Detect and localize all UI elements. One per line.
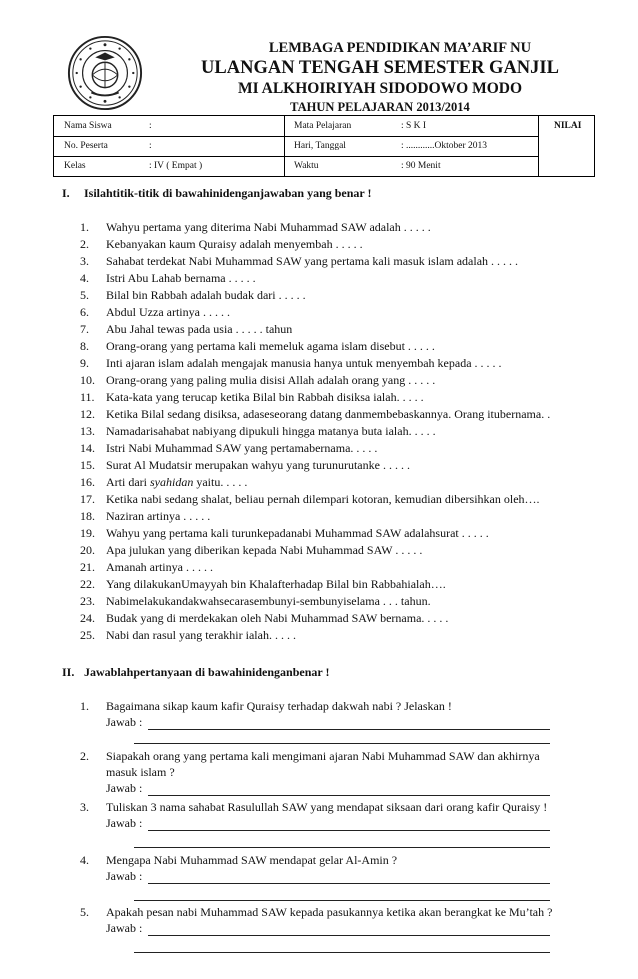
list-item: 6. Abdul Uzza artinya . . . . .	[80, 305, 230, 319]
hari-value[interactable]: : ............Oktober 2013	[401, 141, 488, 151]
hari-label: Hari, Tanggal	[294, 141, 346, 151]
answer-line[interactable]	[134, 900, 550, 901]
exam-title: ULANGAN TENGAH SEMESTER GANJIL	[201, 58, 559, 78]
school-name: MI ALKHOIRIYAH SIDODOWO MODO	[237, 80, 523, 97]
list-item: 24. Budak yang di merdekakan oleh Nabi Muhammad SAW bernama. . . . .	[80, 611, 449, 625]
nama-label: Nama Siswa	[64, 121, 112, 131]
kelas-value: : IV ( Empat )	[149, 161, 203, 171]
list-item: 4. Istri Abu Lahab bernama . . . . .	[80, 271, 256, 285]
list-item: 11. Kata-kata yang terucap ketika Bilal bin Rabbah disiksa ialah. . . . .	[80, 390, 424, 404]
section-2-title: Jawablahpertanyaan di bawahinidenganbenar !	[84, 665, 330, 679]
section-1-heading	[62, 186, 372, 201]
section-1-title: Isilahtitik-titik di bawahinidenganjawaban yang benar !	[84, 186, 372, 200]
student-info-table	[53, 115, 595, 177]
nama-value[interactable]: :	[149, 121, 152, 131]
list-item: 16. Arti dari syahidan yaitu. . . . .	[80, 475, 248, 489]
answer-line[interactable]	[148, 830, 550, 831]
nilai-label: NILAI	[554, 121, 582, 131]
essay-question-2: 2. Siapakah orang yang pertama kali mengimani ajaran Nabi Muhammad SAW dan akhirnya	[80, 749, 540, 763]
answer-line[interactable]	[148, 729, 550, 730]
answer-line[interactable]	[134, 743, 550, 744]
list-item: 10. Orang-orang yang paling mulia disisi Allah adalah orang yang . . . . .	[80, 373, 436, 387]
answer-line[interactable]	[148, 795, 550, 796]
list-item: 25. Nabi dan rasul yang terakhir ialah. . . . .	[80, 628, 296, 642]
list-item: 12. Ketika Bilal sedang disiksa, adaseseorang datang danmembebaskannya. Orang itubernama. .	[80, 407, 551, 421]
section-1-number: I.	[62, 186, 70, 200]
list-item: 8. Orang-orang yang pertama kali memeluk agama islam disebut . . . . .	[80, 339, 435, 353]
list-item: 21. Amanah artinya . . . . .	[80, 560, 213, 574]
italic-term: syahidan	[150, 475, 194, 489]
essay-question-4: 4. Mengapa Nabi Muhammad SAW mendapat gelar Al-Amin ?	[80, 853, 398, 867]
answer-line[interactable]	[134, 952, 550, 953]
list-item: 5. Bilal bin Rabbah adalah budak dari . . . . .	[80, 288, 306, 302]
answer-label: Jawab :	[106, 869, 143, 883]
section-2-heading	[62, 665, 330, 680]
kelas-label: Kelas	[64, 161, 86, 171]
waktu-label: Waktu	[294, 161, 319, 171]
list-item: 1. Wahyu pertama yang diterima Nabi Muhammad SAW adalah . . . . .	[80, 220, 431, 234]
answer-label: Jawab :	[106, 816, 143, 830]
section-2-number: II.	[62, 665, 75, 679]
answer-line[interactable]	[148, 883, 550, 884]
list-item: 22. Yang dilakukanUmayyah bin Khalafterhadap Bilal bin Rabbahialah….	[80, 577, 446, 591]
list-item: 7. Abu Jahal tewas pada usia . . . . . tahun	[80, 322, 293, 336]
institution-name: LEMBAGA PENDIDIKAN MA’ARIF NU	[268, 40, 532, 56]
answer-line[interactable]	[134, 847, 550, 848]
list-item: 2. Kebanyakan kaum Quraisy adalah menyembah . . . . .	[80, 237, 363, 251]
list-item: 18. Naziran artinya . . . . .	[80, 509, 211, 523]
essay-question-1: 1. Bagaimana sikap kaum kafir Quraisy terhadap dakwah nabi ? Jelaskan !	[80, 699, 452, 713]
peserta-label: No. Peserta	[64, 141, 108, 151]
list-item: 9. Inti ajaran islam adalah mengajak manusia hanya untuk menyembah kepada . . . . .	[80, 356, 502, 370]
list-item: 23. Nabimelakukandakwahsecarasembunyi-sembunyiselama . . . tahun.	[80, 594, 431, 608]
list-item: 14. Istri Nabi Muhammad SAW yang pertamabernama. . . . .	[80, 441, 378, 455]
peserta-value[interactable]: :	[149, 141, 152, 151]
mapel-label: Mata Pelajaran	[294, 121, 352, 131]
waktu-value: : 90 Menit	[401, 161, 441, 171]
essay-question-5: 5. Apakah pesan nabi Muhammad SAW kepada pasukannya ketika akan berangkat ke Mu’tah ?	[80, 905, 553, 919]
list-item: 3. Sahabat terdekat Nabi Muhammad SAW yang pertama kali masuk islam adalah . . . . .	[80, 254, 519, 268]
list-item: 13. Namadarisahabat nabiyang dipukuli hingga matanya buta ialah. . . . .	[80, 424, 436, 438]
list-item: 15. Surat Al Mudatsir merupakan wahyu yang turunurutanke . . . . .	[80, 458, 410, 472]
list-item: 17. Ketika nabi sedang shalat, beliau pernah dilempari kotoran, kemudian dibersihkan oleh….	[80, 492, 540, 506]
answer-label: Jawab :	[106, 781, 143, 795]
answer-line[interactable]	[148, 935, 550, 936]
list-item: 20. Apa julukan yang diberikan kepada Nabi Muhammad SAW . . . . .	[80, 543, 423, 557]
answer-label: Jawab :	[106, 715, 143, 729]
essay-question-2-cont: masuk islam ?	[106, 765, 175, 779]
answer-label: Jawab :	[106, 921, 143, 935]
academic-year: TAHUN PELAJARAN 2013/2014	[290, 100, 470, 114]
mapel-value: : S K I	[401, 121, 427, 131]
essay-question-3: 3. Tuliskan 3 nama sahabat Rasulullah SAW yang mendapat siksaan dari orang kafir Quraisy !	[80, 800, 548, 814]
list-item: 19. Wahyu yang pertama kali turunkepadanabi Muhammad SAW adalahsurat . . . . .	[80, 526, 489, 540]
school-logo	[66, 34, 144, 112]
